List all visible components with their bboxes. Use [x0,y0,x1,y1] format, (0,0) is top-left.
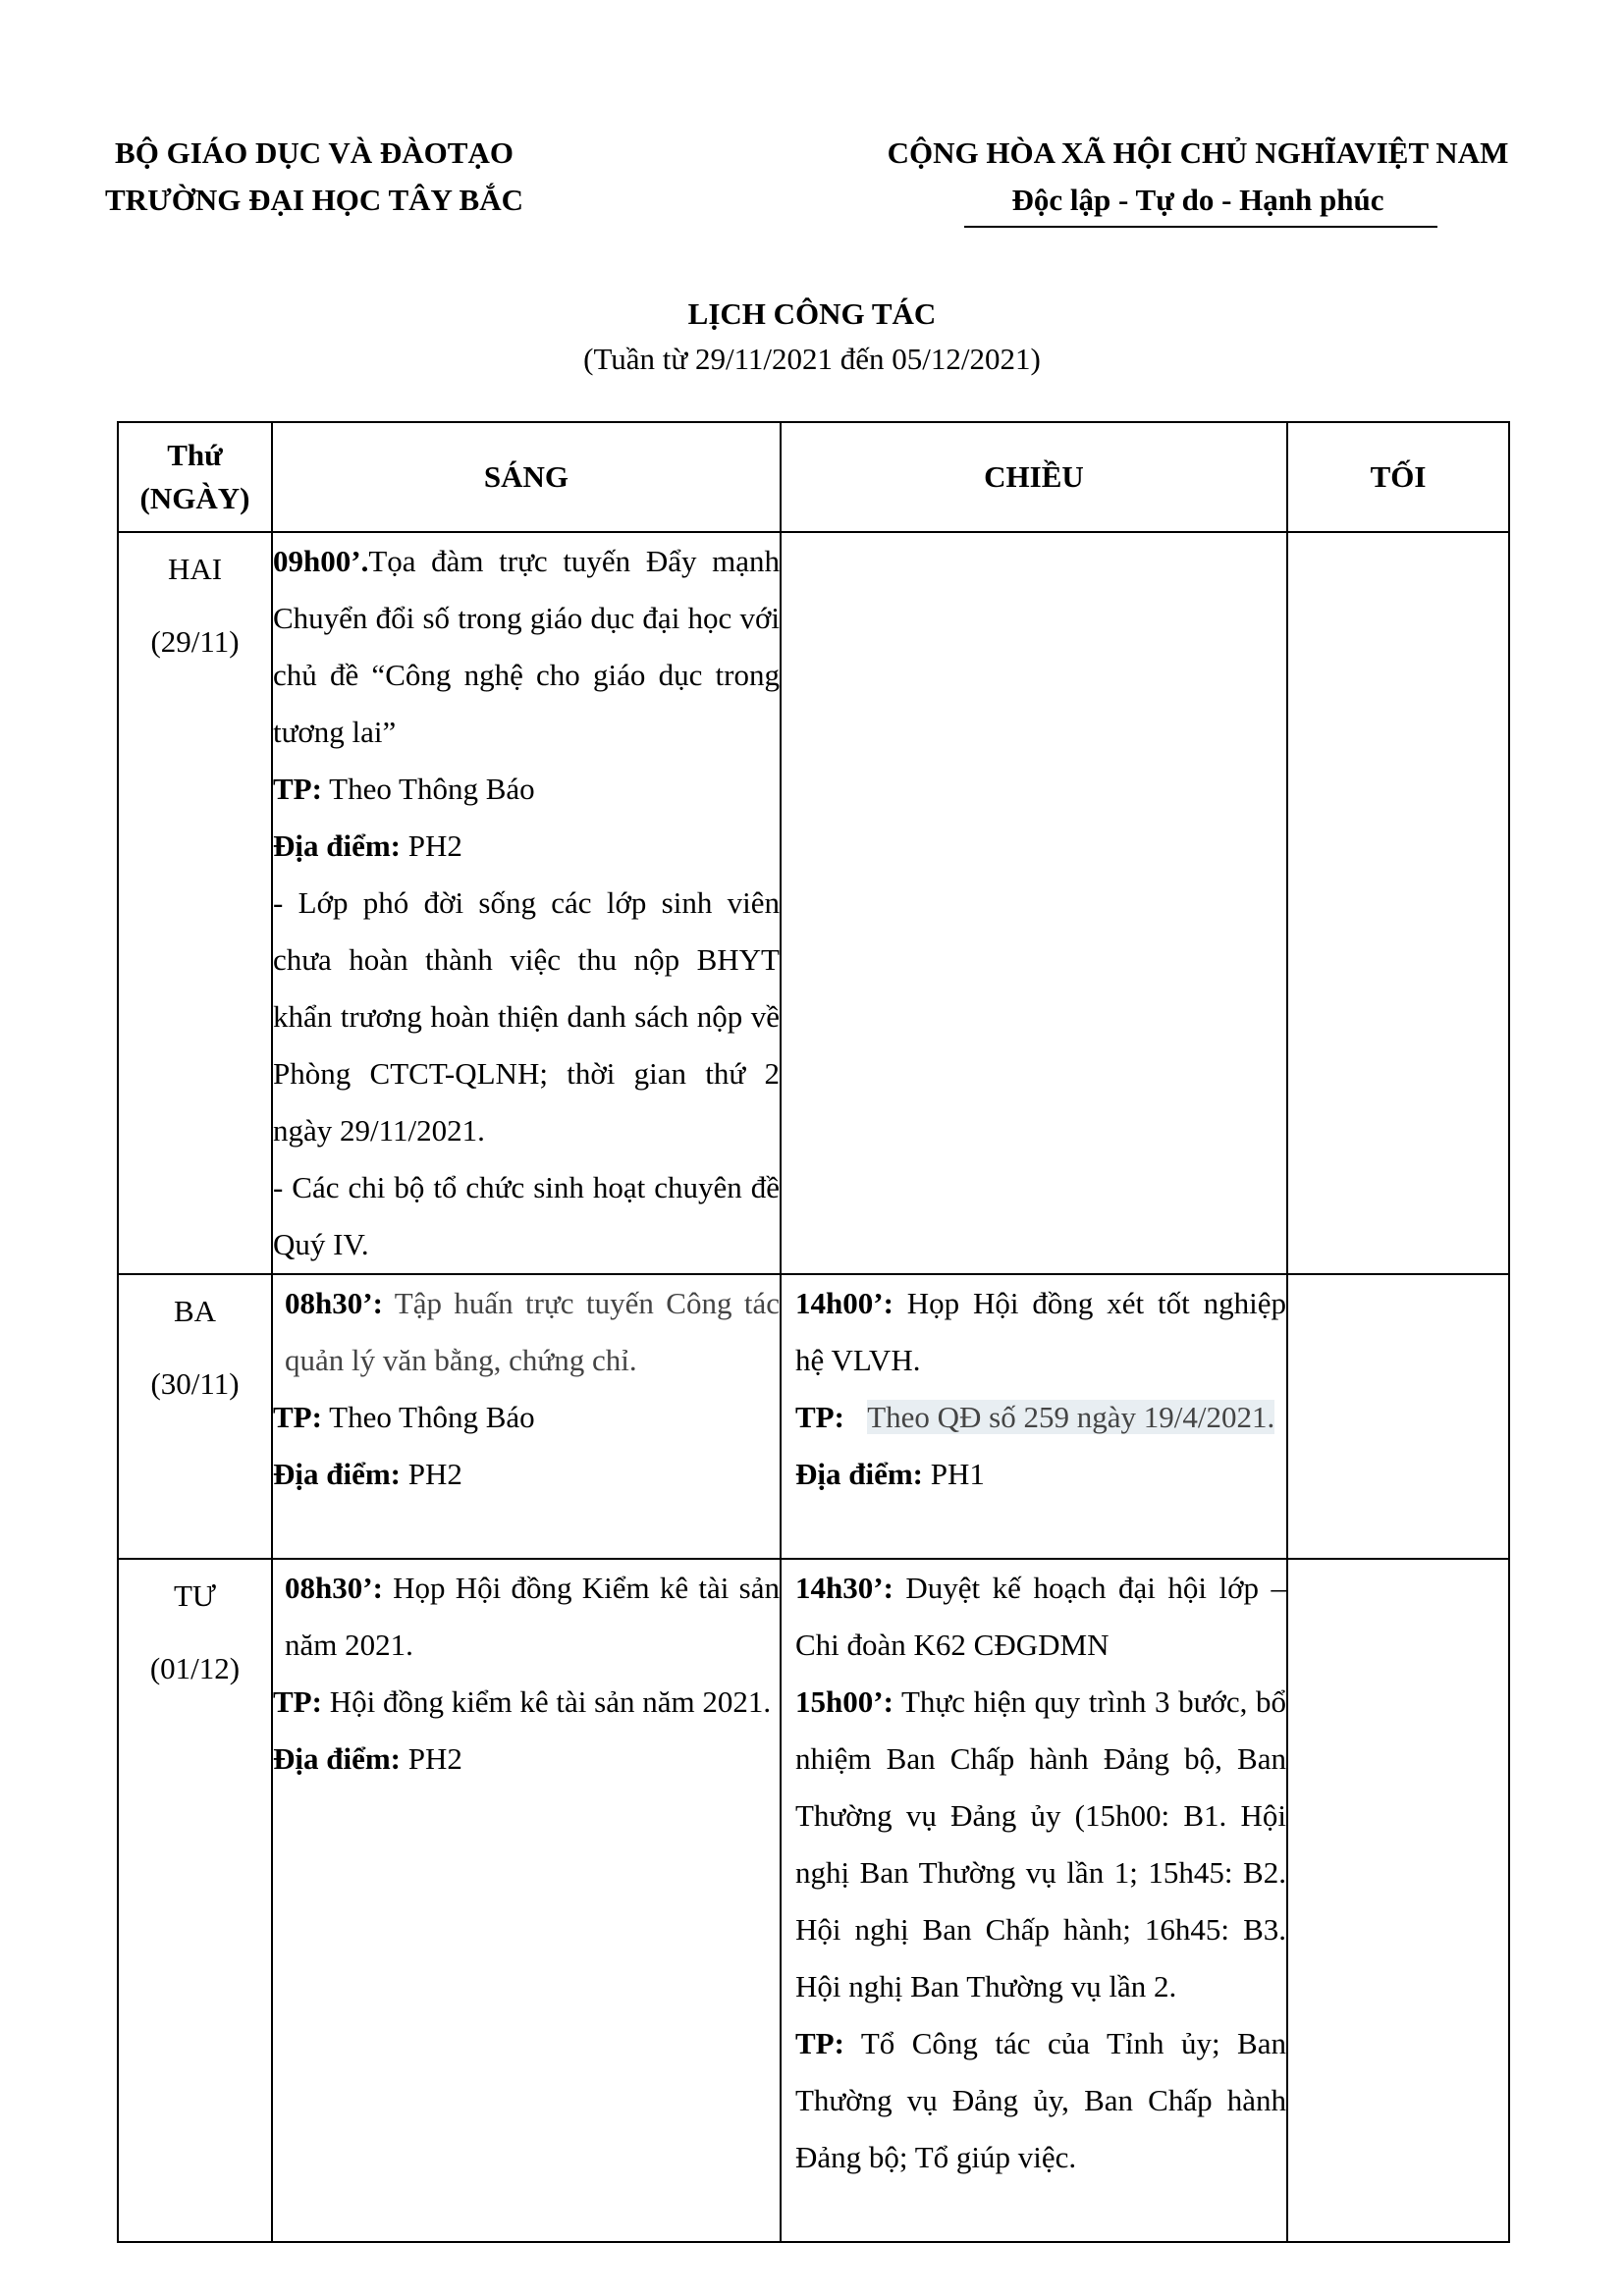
table-header-row [118,422,1509,532]
location-value: PH2 [401,1741,462,1776]
location-value: PH1 [923,1457,985,1491]
event-description: Duyệt kế hoạch đại hội lớp – Chi đoàn K62 CĐGDMN [795,1571,1286,1662]
table-row [118,1274,1509,1559]
day-date: (29/11) [150,624,240,659]
note: - Các chi bộ tổ chức sinh hoạt chuyên đề Quý IV. [273,1170,780,1261]
schedule-table [117,421,1510,2243]
morning-column-header: SÁNG [272,422,781,532]
participants-label: TP: [273,1400,322,1434]
event-description: Tập huấn trực tuyến Công tác quản lý văn bằng, chứng chỉ. [285,1286,780,1377]
event-time: 14h00’: [795,1286,893,1320]
ministry-name: BỘ GIÁO DỤC VÀ ĐÀOTẠO [115,135,514,170]
evening-cell [1287,1274,1509,1559]
location-value: PH2 [401,1457,462,1491]
afternoon-cell [781,1559,1287,2242]
motto: Độc lập - Tự do - Hạnh phúc [1011,183,1384,217]
table-row [118,532,1509,1274]
day-cell [118,532,272,1274]
event-description: Thực hiện quy trình 3 bước, bổ nhiệm Ban Chấp hành Đảng bộ, Ban Thường vụ Đảng ủy (15h00: B1. Hội nghị Ban Thường vụ lần 1; 15h45: B2. Hội nghị Ban Chấp hành; 16h45: B3. Hội nghị Ban Thường vụ lần 2. [795,1684,1286,2003]
location-label: Địa điểm: [273,828,402,863]
evening-cell [1287,532,1509,1274]
morning-cell [272,532,781,1274]
table-row [118,1559,1509,2242]
afternoon-column-header: CHIỀU [781,422,1287,532]
location-label: Địa điểm: [795,1457,924,1491]
participants-label: TP: [273,1684,322,1719]
morning-cell [272,1559,781,2242]
document-title: LỊCH CÔNG TÁC [687,296,937,331]
participants-value: Theo QĐ số 259 ngày 19/4/2021. [867,1400,1275,1434]
participants-value: Tổ Công tác của Tỉnh ủy; Ban Thường vụ Đảng ủy, Ban Chấp hành Đảng bộ; Tổ giúp việc. [795,2026,1286,2174]
day-header-line1: Thứ [167,438,223,472]
day-date: (01/12) [149,1651,241,1685]
event-description: Tọa đàm trực tuyến Đẩy mạnh Chuyển đổi số trong giáo dục đại học với chủ đề “Công nghệ cho giáo dục trong tương lai” [273,544,780,749]
day-name: HAI [167,552,223,586]
document-subtitle: (Tuần từ 29/11/2021 đến 05/12/2021) [583,342,1041,376]
university-name: TRƯỜNG ĐẠI HỌC TÂY BẮC [105,183,523,217]
day-date: (30/11) [150,1366,240,1401]
afternoon-cell [781,1274,1287,1559]
evening-column-header: TỐI [1287,422,1509,532]
location-label: Địa điểm: [273,1741,402,1776]
participants-label: TP: [795,2026,844,2060]
event-description: Họp Hội đồng xét tốt nghiệp hệ VLVH. [795,1286,1286,1377]
evening-cell [1287,1559,1509,2242]
day-column-header [118,422,272,532]
issuer-block [69,130,560,224]
location-value: PH2 [401,828,462,863]
participants-value: Theo Thông Báo [321,1400,535,1434]
event-time: 08h30’: [285,1571,383,1605]
participants-value: Theo Thông Báo [321,772,535,806]
event-time: 09h00’. [273,544,369,578]
afternoon-cell [781,532,1287,1274]
event-time: 14h30’: [795,1571,893,1605]
day-name: TƯ [174,1578,216,1613]
motto-underline [964,226,1437,228]
day-header-line2: (NGÀY) [139,481,250,515]
day-cell [118,1274,272,1559]
day-name: BA [173,1294,217,1328]
national-header [844,130,1551,224]
event-description: Họp Hội đồng Kiểm kê tài sản năm 2021. [285,1571,780,1662]
participants-value: Hội đồng kiểm kê tài sản năm 2021. [321,1684,772,1719]
participants-label: TP: [273,772,322,806]
location-label: Địa điểm: [273,1457,402,1491]
participants-label: TP: [795,1400,844,1434]
event-time: 15h00’: [795,1684,893,1719]
republic-name: CỘNG HÒA XÃ HỘI CHỦ NGHĨAVIỆT NAM [887,135,1509,170]
morning-cell [272,1274,781,1559]
note: - Lớp phó đời sống các lớp sinh viên chưa hoàn thành việc thu nộp BHYT khẩn trương hoàn thiện danh sách nộp về Phòng CTCT-QLNH; thời gian thứ 2 ngày 29/11/2021. [273,885,780,1148]
event-time: 08h30’: [285,1286,383,1320]
day-cell [118,1559,272,2242]
